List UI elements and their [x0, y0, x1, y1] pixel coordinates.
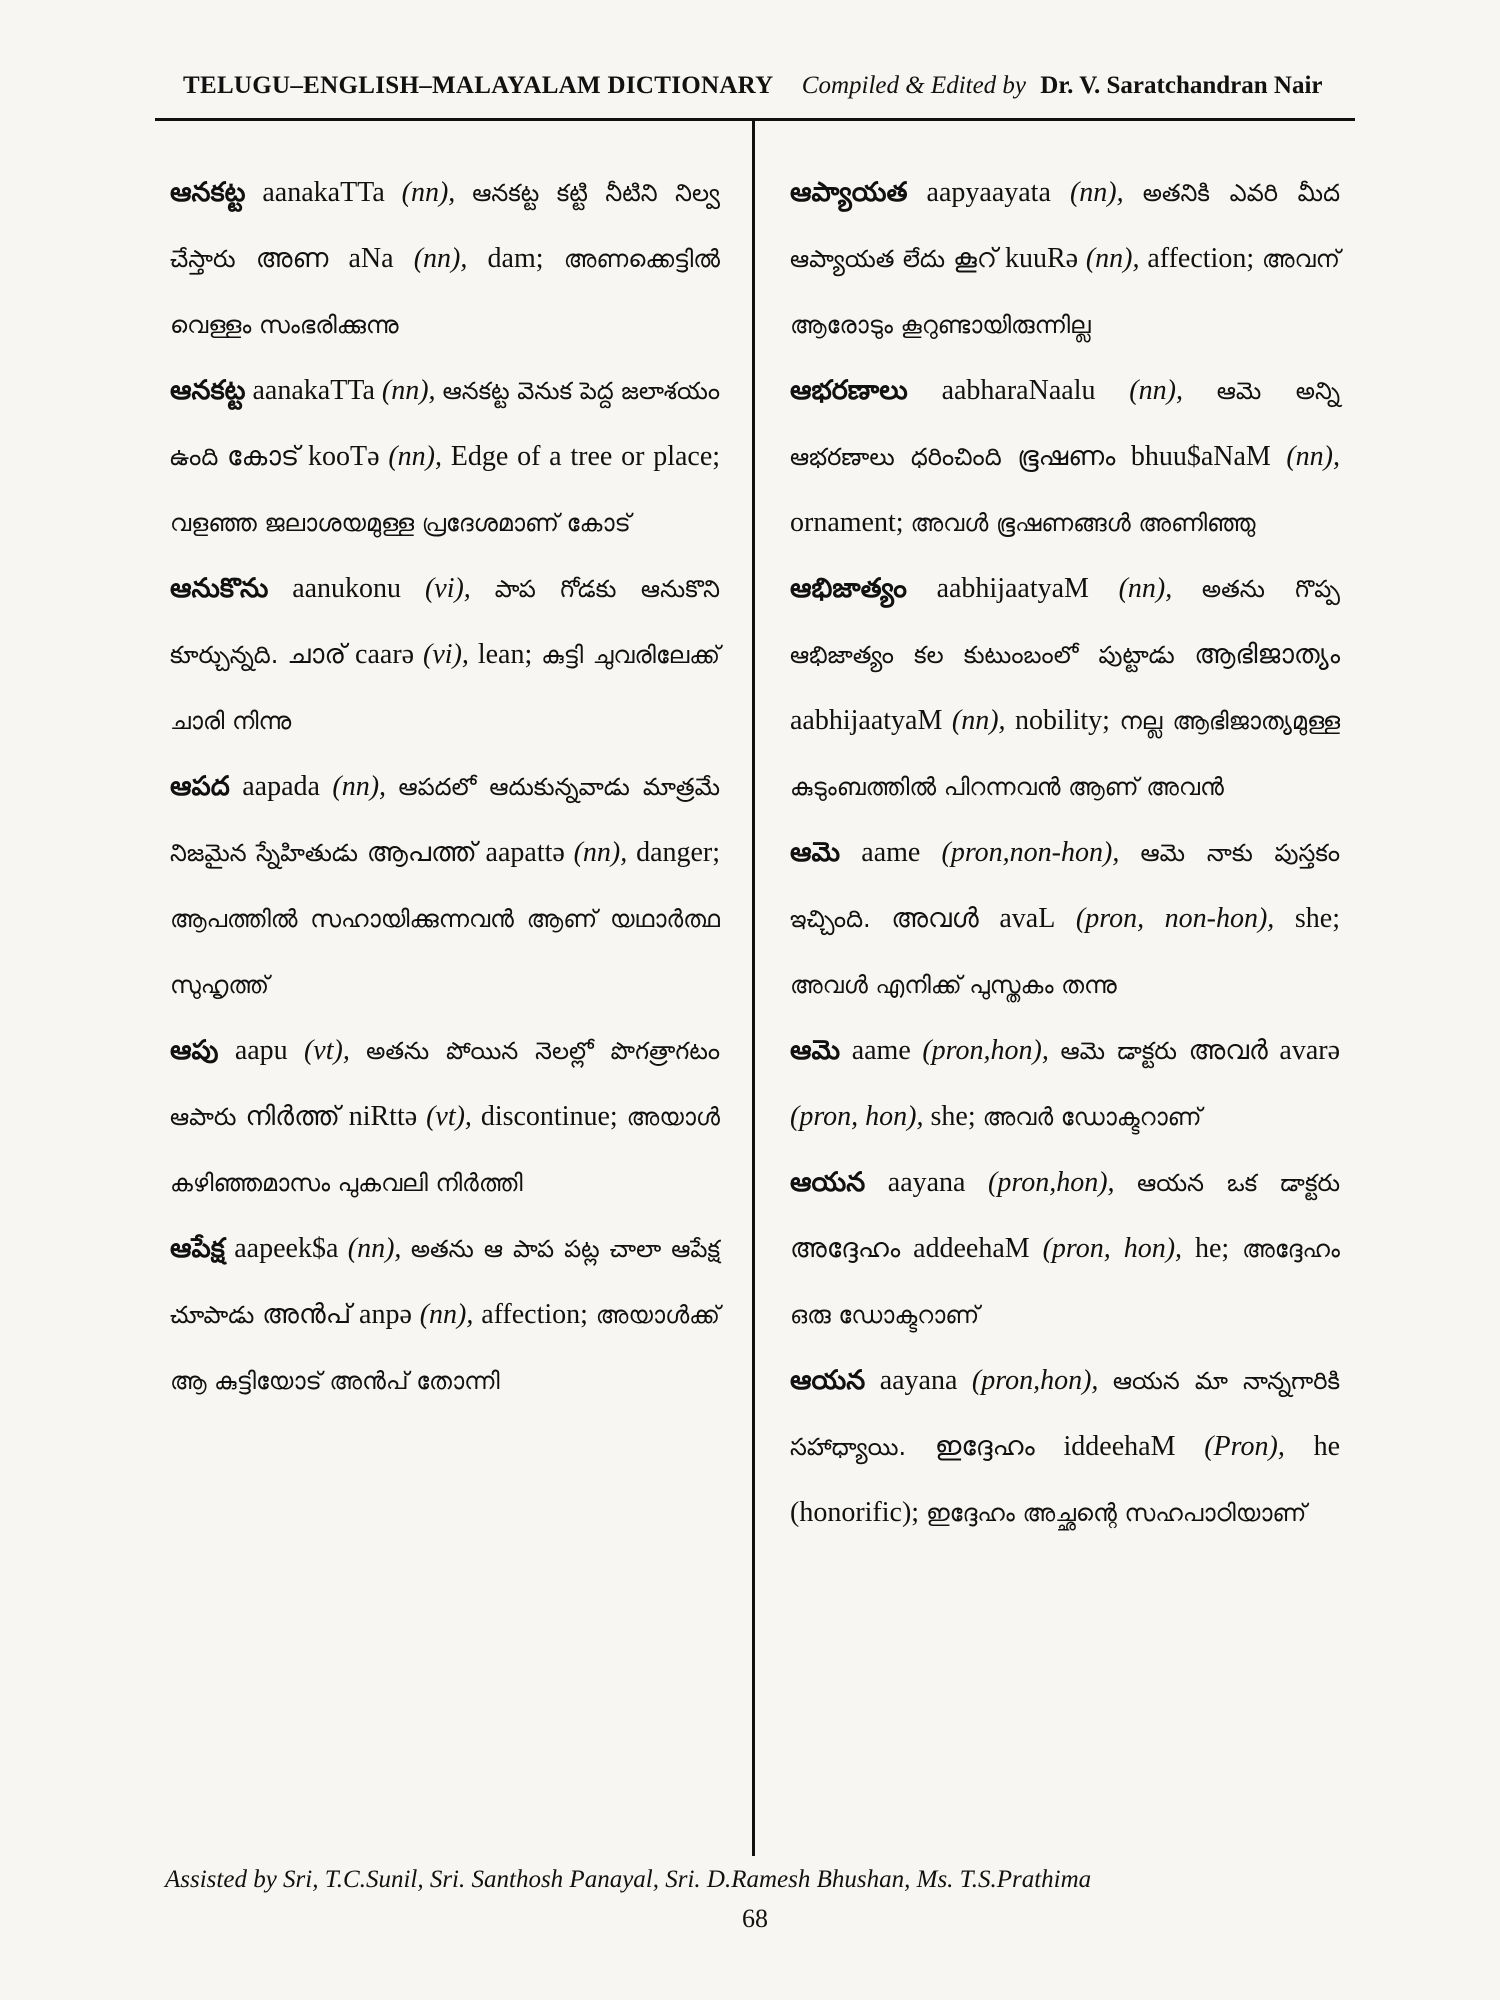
- transliteration: aame: [861, 837, 921, 868]
- malayalam-part-of-speech: (vi),: [423, 639, 469, 670]
- transliteration: aapyaayata: [926, 177, 1051, 208]
- page-number: 68: [742, 1904, 768, 1933]
- telugu-headword: ఆపు: [170, 1035, 219, 1066]
- part-of-speech: (pron,hon),: [988, 1167, 1115, 1198]
- transliteration: aanakaTTa: [262, 177, 385, 208]
- malayalam-part-of-speech: (nn),: [951, 705, 1006, 736]
- dictionary-entry: [790, 556, 1340, 820]
- malayalam-transliteration: aapattə: [485, 837, 565, 868]
- transliteration: aapeek$a: [234, 1233, 339, 1264]
- dictionary-title: TELUGU–ENGLISH–MALAYALAM DICTIONARY: [183, 72, 774, 99]
- malayalam-headword: ആപത്ത്: [366, 837, 477, 868]
- malayalam-part-of-speech: (pron, hon),: [1042, 1233, 1183, 1264]
- malayalam-example: അവർ ഡോക്ടറാണ്: [982, 1103, 1202, 1131]
- telugu-example: ఆనకట్ట కట్టి నీటిని నిల్వ చేస్తారు: [170, 179, 721, 273]
- english-gloss: ornament;: [790, 507, 904, 538]
- english-gloss: he;: [1194, 1233, 1230, 1264]
- malayalam-example: വളഞ്ഞ ജലാശയമുള്ള പ്രദേശമാണ് കോട്: [170, 509, 631, 537]
- malayalam-transliteration: iddeehaM: [1063, 1431, 1176, 1462]
- part-of-speech: (nn),: [347, 1233, 402, 1264]
- telugu-headword: ఆభిజాత్యం: [790, 573, 907, 604]
- telugu-example: పాప గోడకు ఆనుకొని కూర్చున్నది.: [170, 575, 721, 669]
- author-name: Dr. V. Saratchandran Nair: [1040, 72, 1323, 99]
- part-of-speech: (vi),: [424, 573, 471, 604]
- malayalam-part-of-speech: (pron, non-hon),: [1075, 903, 1275, 934]
- transliteration: aame: [851, 1035, 911, 1066]
- part-of-speech: (nn),: [1129, 375, 1183, 406]
- dictionary-entry: [790, 1150, 1340, 1348]
- assisted-by-footer: Assisted by Sri, T.C.Sunil, Sri. Santhosh Panayal, Sri. D.Ramesh Bhushan, Ms. T.S.Prathima: [165, 1866, 1092, 1893]
- malayalam-transliteration: niRttə: [348, 1101, 418, 1132]
- dictionary-entry: [170, 358, 720, 556]
- part-of-speech: (nn),: [332, 771, 387, 802]
- malayalam-headword: നിർത്ത്: [245, 1101, 340, 1132]
- telugu-headword: ఆమె: [790, 837, 841, 868]
- malayalam-example: കുട്ടി ചുവരിലേക്ക് ചാരി നിന്നു: [170, 641, 721, 735]
- english-gloss: nobility;: [1015, 705, 1110, 736]
- malayalam-transliteration: aabhijaatyaM: [790, 705, 943, 736]
- telugu-example: ఆమె అన్ని ఆభరణాలు ధరించింది: [790, 377, 1341, 471]
- malayalam-part-of-speech: (nn),: [419, 1299, 474, 1330]
- telugu-example: ఆనకట్ట వెనుక పెద్ద జలాశయం ఉంది: [170, 377, 721, 471]
- telugu-headword: ఆపేక్ష: [170, 1233, 225, 1264]
- malayalam-headword: അദ്ദേഹം: [790, 1233, 901, 1264]
- malayalam-headword: അൻപ്: [262, 1299, 352, 1330]
- malayalam-headword: ആഭിജാത്യം: [1194, 639, 1341, 670]
- malayalam-example: ഇദ്ദേഹം അച്ഛന്റെ സഹപാഠിയാണ്: [926, 1499, 1307, 1527]
- english-gloss: lean;: [477, 639, 533, 670]
- malayalam-transliteration: avarə: [1279, 1035, 1340, 1066]
- malayalam-example: അണക്കെട്ടിൽ വെള്ളം സംഭരിക്കുന്നു: [170, 245, 720, 339]
- malayalam-part-of-speech: (nn),: [1085, 243, 1140, 274]
- telugu-headword: ఆపద: [170, 771, 230, 802]
- dictionary-entry: [170, 1018, 720, 1216]
- telugu-headword: ఆనకట్ట: [170, 177, 246, 208]
- telugu-headword: ఆయన: [790, 1365, 866, 1396]
- transliteration: aayana: [879, 1365, 958, 1396]
- malayalam-transliteration: bhuu$aNaM: [1130, 441, 1271, 472]
- transliteration: aayana: [887, 1167, 966, 1198]
- telugu-example: అతనికి ఎవరి మీద ఆప్యాయత లేదు: [790, 179, 1341, 273]
- telugu-headword: ఆనుకొను: [170, 573, 269, 604]
- part-of-speech: (vt),: [303, 1035, 350, 1066]
- telugu-headword: ఆభరణాలు: [790, 375, 908, 406]
- part-of-speech: (nn),: [1118, 573, 1173, 604]
- transliteration: aapada: [242, 771, 320, 802]
- telugu-example: అతను గొప్ప ఆభిజాత్యం కల కుటుంబంలో పుట్టాడు: [790, 575, 1341, 669]
- dictionary-entry: [790, 1018, 1340, 1150]
- malayalam-example: അവൾ ഭൂഷണങ്ങൾ അണിഞ്ഞു: [910, 509, 1256, 537]
- transliteration: aabharaNaalu: [941, 375, 1096, 406]
- english-gloss: affection;: [481, 1299, 588, 1330]
- english-gloss: he (honorific);: [790, 1431, 1341, 1528]
- telugu-example: ఆమె నాకు పుస్తకం ఇచ్చింది.: [790, 839, 1341, 933]
- left-column: [170, 160, 720, 1414]
- header-rule: [155, 118, 1355, 121]
- telugu-example: ఆపదలో ఆదుకున్నవాడు మాత్రమే నిజమైన స్నేహితుడు: [170, 773, 720, 867]
- english-gloss: she;: [1294, 903, 1340, 934]
- english-gloss: Edge of a tree or place;: [450, 441, 721, 472]
- compiled-by-label: Compiled & Edited by: [801, 72, 1027, 99]
- right-column: [790, 160, 1340, 1546]
- malayalam-headword: കൂറ്: [952, 243, 998, 274]
- malayalam-part-of-speech: (pron, hon),: [790, 1101, 924, 1132]
- malayalam-transliteration: kuuRə: [1004, 243, 1079, 274]
- part-of-speech: (pron,non-hon),: [941, 837, 1120, 868]
- part-of-speech: (nn),: [401, 177, 456, 208]
- english-gloss: affection;: [1147, 243, 1255, 274]
- telugu-example: అతను ఆ పాప పట్ల చాలా ఆపేక్ష చూపాడు: [170, 1235, 721, 1329]
- telugu-headword: ఆమె: [790, 1035, 841, 1066]
- column-divider: [752, 121, 755, 1856]
- malayalam-headword: ഇദ്ദേഹം: [934, 1431, 1035, 1462]
- transliteration: aabhijaatyaM: [936, 573, 1089, 604]
- telugu-example: ఆయన మా నాన్నగారికి సహాధ్యాయి.: [790, 1367, 1341, 1461]
- malayalam-transliteration: caarə: [355, 639, 415, 670]
- transliteration: aanukonu: [292, 573, 402, 604]
- part-of-speech: (nn),: [381, 375, 436, 406]
- transliteration: aapu: [234, 1035, 288, 1066]
- english-gloss: danger;: [636, 837, 721, 868]
- page-header: [183, 72, 1333, 100]
- dictionary-entry: [790, 160, 1340, 358]
- malayalam-example: അയാൾ കഴിഞ്ഞമാസം പുകവലി നിർത്തി: [170, 1103, 720, 1197]
- english-gloss: she;: [930, 1101, 976, 1132]
- malayalam-part-of-speech: (nn),: [388, 441, 442, 472]
- english-gloss: discontinue;: [480, 1101, 618, 1132]
- malayalam-transliteration: aNa: [348, 243, 394, 274]
- malayalam-headword: കോട്: [227, 441, 300, 472]
- malayalam-example: അദ്ദേഹം ഒരു ഡോക്ടറാണ്: [790, 1235, 1340, 1329]
- malayalam-headword: അവർ: [1188, 1035, 1268, 1066]
- malayalam-example: അവൾ എനിക്ക് പുസ്തകം തന്നു: [790, 971, 1117, 999]
- malayalam-transliteration: kooTə: [308, 441, 380, 472]
- dictionary-entry: [170, 1216, 720, 1414]
- malayalam-transliteration: addeehaM: [913, 1233, 1030, 1264]
- malayalam-part-of-speech: (Pron),: [1204, 1431, 1285, 1462]
- malayalam-headword: അണ: [255, 243, 329, 274]
- transliteration: aanakaTTa: [252, 375, 375, 406]
- malayalam-headword: ഭൂഷണം: [1017, 441, 1116, 472]
- malayalam-transliteration: anpə: [359, 1299, 412, 1330]
- malayalam-example: ആപത്തിൽ സഹായിക്കുന്നവൻ ആണ് യഥാർത്ഥ സുഹൃത്ത്: [170, 905, 720, 999]
- malayalam-part-of-speech: (nn),: [1286, 441, 1341, 472]
- dictionary-entry: [790, 358, 1340, 556]
- malayalam-example: അവന് ആരോടും കൂറുണ്ടായിരുന്നില്ല: [790, 245, 1341, 339]
- telugu-headword: ఆప్యాయత: [790, 177, 908, 208]
- telugu-headword: ఆనకట్ట: [170, 375, 246, 406]
- telugu-example: ఆయన ఒక డాక్టరు: [1137, 1169, 1341, 1197]
- dictionary-entry: [790, 820, 1340, 1018]
- malayalam-part-of-speech: (vt),: [426, 1101, 472, 1132]
- part-of-speech: (nn),: [1069, 177, 1124, 208]
- malayalam-headword: അവൾ: [891, 903, 979, 934]
- english-gloss: dam;: [487, 243, 544, 274]
- malayalam-part-of-speech: (nn),: [573, 837, 628, 868]
- malayalam-example: നല്ല ആഭിജാത്യമുള്ള കുടുംബത്തിൽ പിറന്നവൻ ആണ് അവൻ: [790, 707, 1341, 801]
- telugu-headword: ఆయన: [790, 1167, 866, 1198]
- dictionary-entry: [790, 1348, 1340, 1546]
- malayalam-part-of-speech: (nn),: [413, 243, 468, 274]
- malayalam-example: അയാൾക്ക് ആ കുട്ടിയോട് അൻപ് തോന്നി: [170, 1301, 720, 1395]
- dictionary-entry: [170, 754, 720, 1018]
- telugu-example: అతను పోయిన నెలల్లో పొగత్రాగటం ఆపారు: [170, 1037, 721, 1131]
- part-of-speech: (pron,hon),: [971, 1365, 1099, 1396]
- malayalam-transliteration: avaL: [999, 903, 1056, 934]
- dictionary-entry: [170, 160, 720, 358]
- part-of-speech: (pron,hon),: [922, 1035, 1049, 1066]
- malayalam-headword: ചാര്: [287, 639, 347, 670]
- dictionary-entry: [170, 556, 720, 754]
- telugu-example: ఆమె డాక్టరు: [1060, 1037, 1177, 1065]
